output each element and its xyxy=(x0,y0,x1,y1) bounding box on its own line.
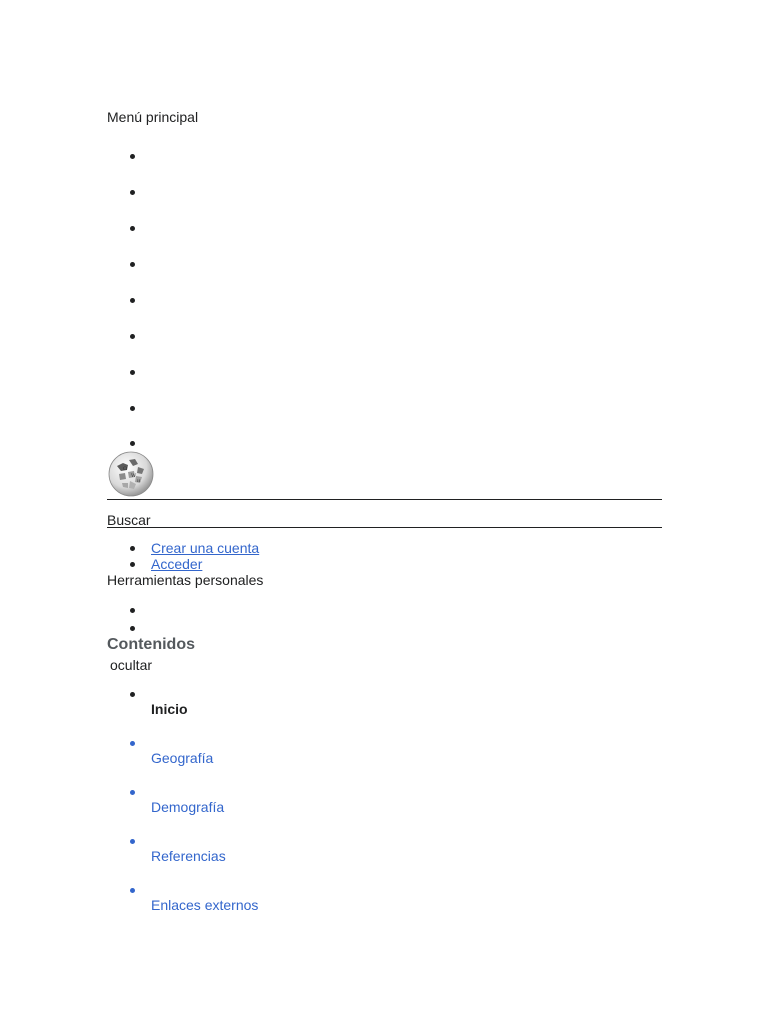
main-menu-item[interactable] xyxy=(130,154,135,159)
search-label[interactable]: Buscar xyxy=(107,512,151,528)
toc-item-label[interactable]: Enlaces externos xyxy=(151,897,259,913)
list-bullet xyxy=(130,608,135,613)
list-bullet xyxy=(130,790,135,795)
main-menu-item[interactable] xyxy=(130,262,135,267)
list-bullet xyxy=(130,839,135,844)
list-bullet xyxy=(130,626,135,631)
personal-tools-title: Herramientas personales xyxy=(107,572,264,588)
main-menu-item[interactable] xyxy=(130,334,135,339)
toc-toggle-button[interactable]: ocultar xyxy=(110,657,153,673)
svg-text:W: W xyxy=(131,473,137,479)
create-account-link[interactable]: Crear una cuenta xyxy=(151,540,260,556)
list-bullet xyxy=(130,692,135,697)
svg-text:И: И xyxy=(137,478,141,483)
wikipedia-globe-icon[interactable] xyxy=(107,450,155,498)
svg-text:Ω: Ω xyxy=(123,466,128,472)
search-underline xyxy=(107,527,662,528)
main-menu-item[interactable] xyxy=(130,441,135,446)
main-menu-item[interactable] xyxy=(130,298,135,303)
toc-title: Contenidos xyxy=(107,636,195,653)
toc-item-label[interactable]: Inicio xyxy=(151,701,188,717)
toc-item-label[interactable]: Referencias xyxy=(151,848,226,864)
main-menu-item[interactable] xyxy=(130,226,135,231)
list-bullet xyxy=(130,741,135,746)
main-menu-item[interactable] xyxy=(130,190,135,195)
main-menu-item[interactable] xyxy=(130,406,135,411)
list-bullet xyxy=(130,562,135,567)
list-bullet xyxy=(130,546,135,551)
toc-item-label[interactable]: Geografía xyxy=(151,750,214,766)
main-menu-title: Menú principal xyxy=(107,109,199,125)
globe-svg xyxy=(107,450,155,498)
toc-item-label[interactable]: Demografía xyxy=(151,799,225,815)
login-link[interactable]: Acceder xyxy=(151,556,203,572)
main-menu-item[interactable] xyxy=(130,370,135,375)
header-divider xyxy=(107,499,662,500)
list-bullet xyxy=(130,888,135,893)
